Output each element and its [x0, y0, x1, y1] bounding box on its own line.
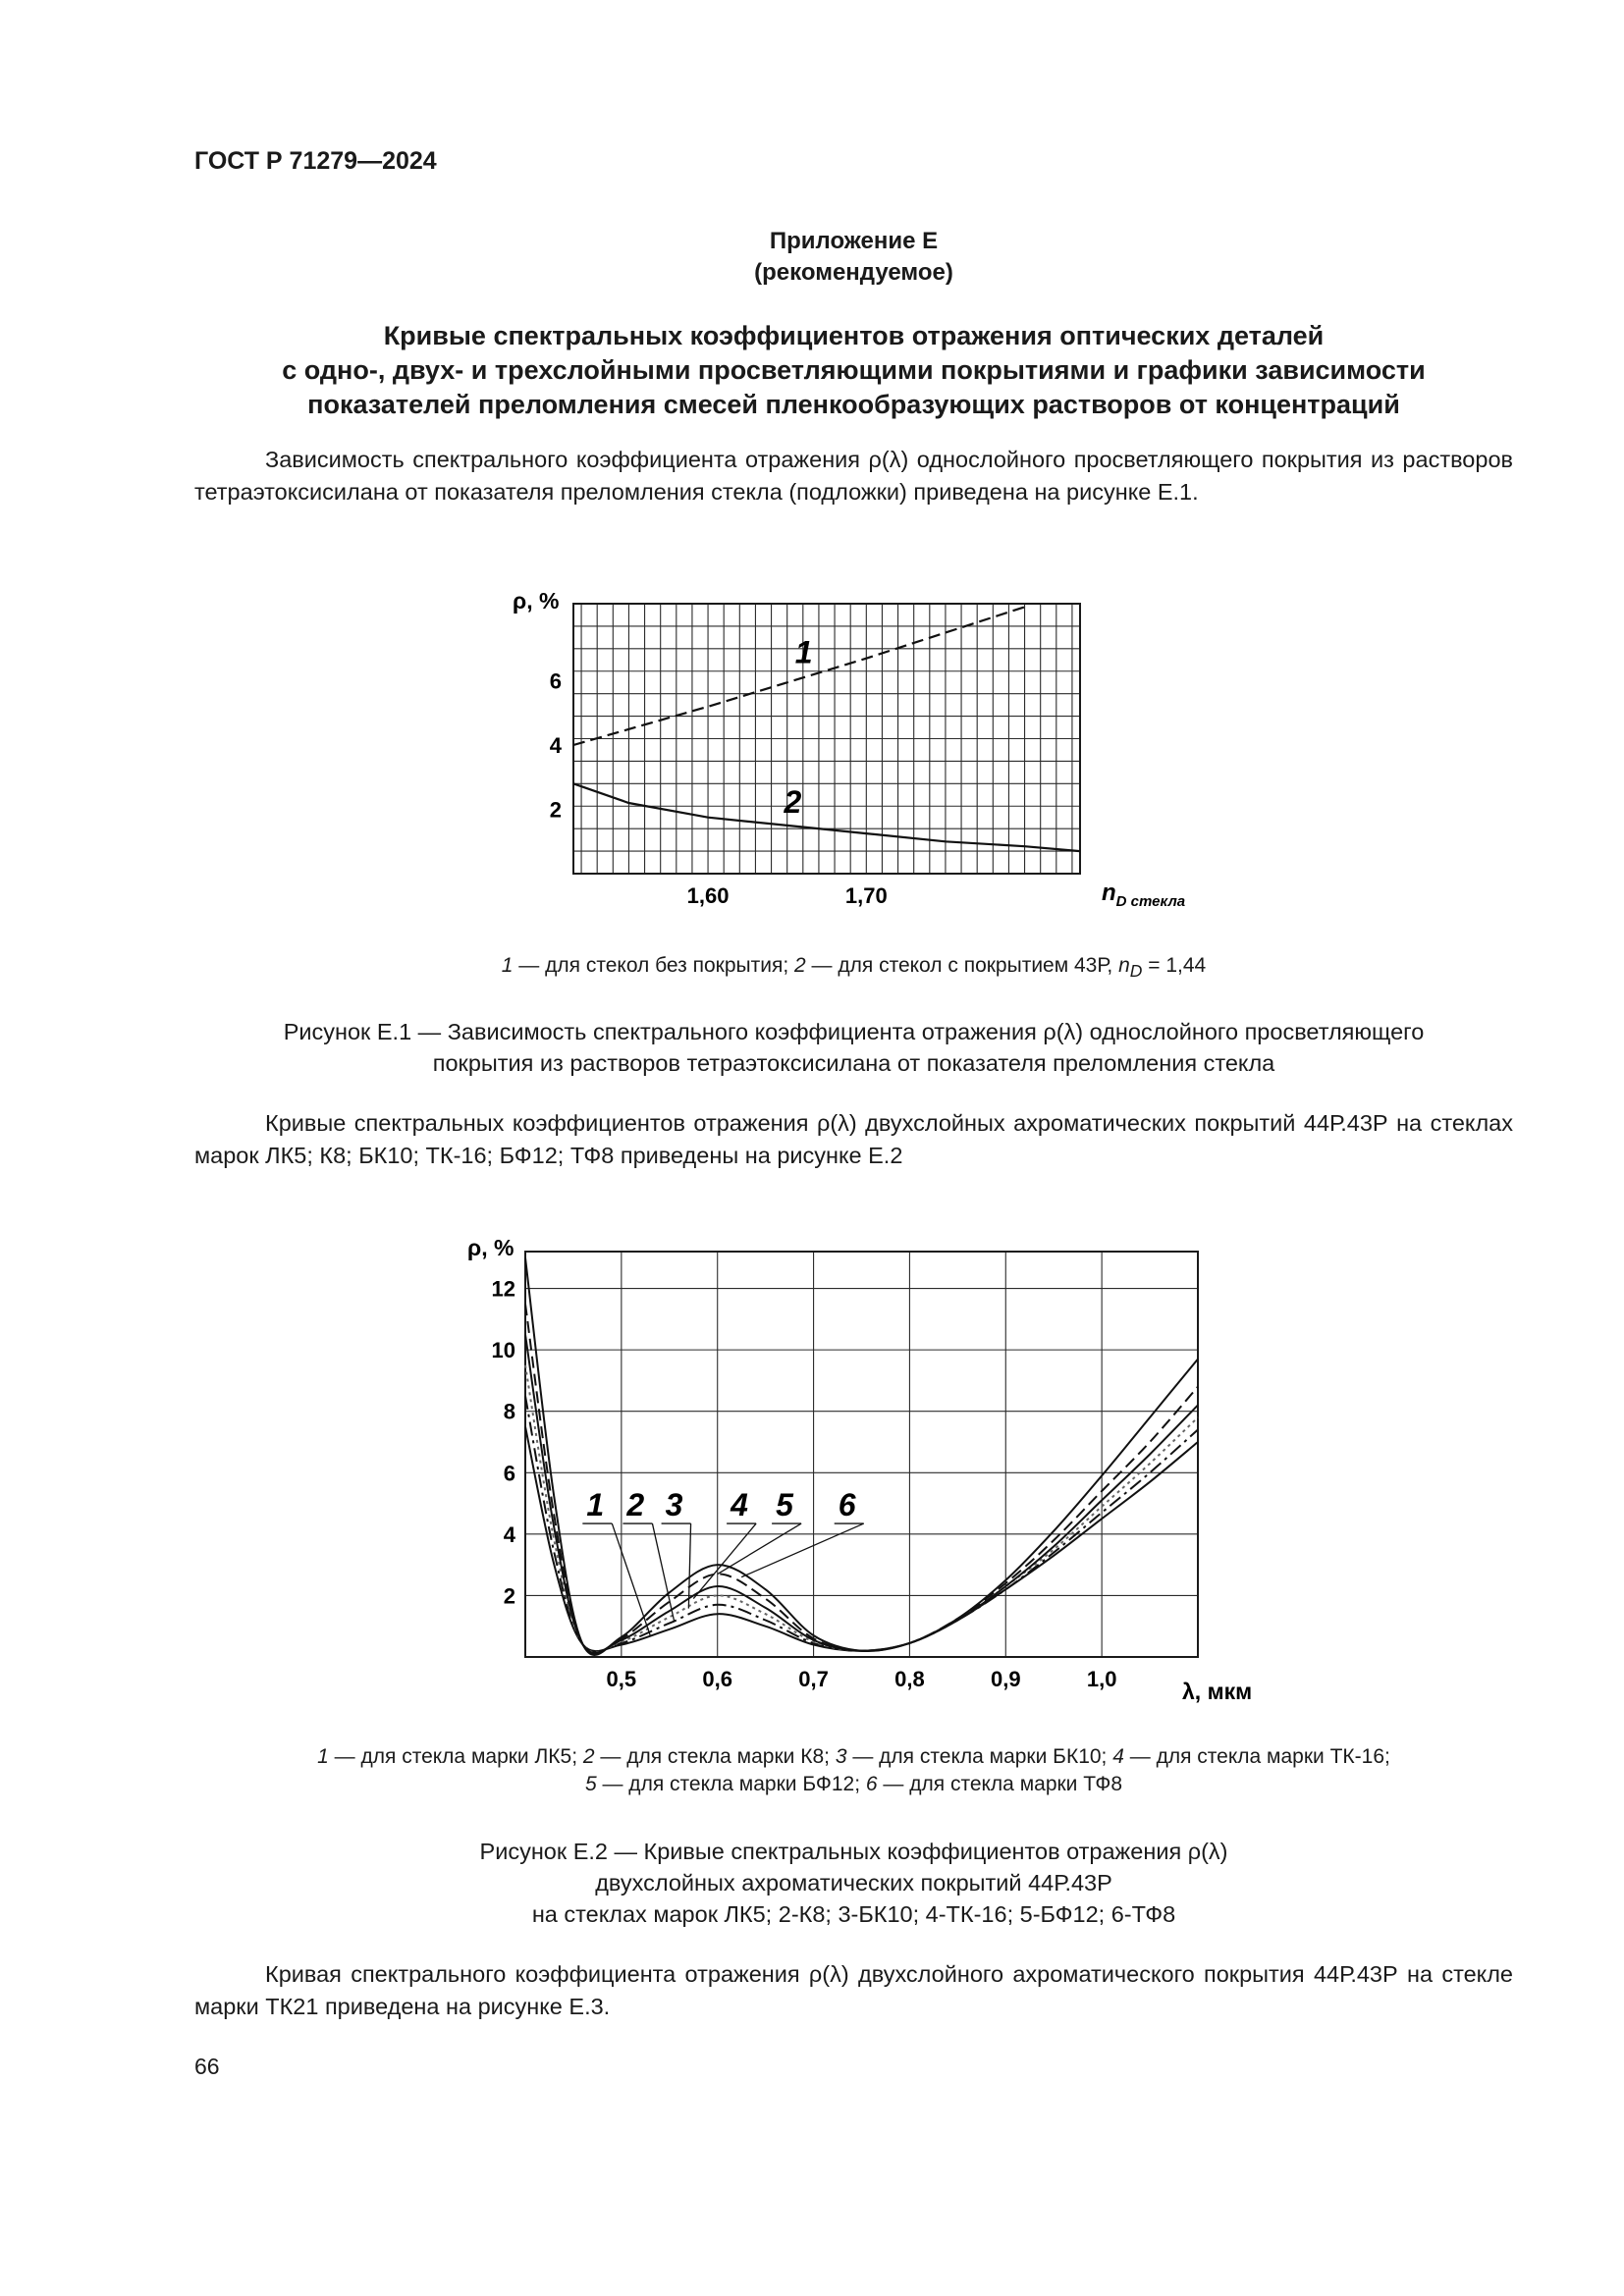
legend-nd: n [1118, 954, 1130, 977]
plot-frame [525, 1252, 1198, 1657]
curve-label-4: 4 [731, 1487, 748, 1523]
y-tick-label: 4 [549, 733, 562, 759]
heading-line-3: показателей преломления смесей пленкообразующих растворов от концентраций [307, 390, 1400, 419]
legend-num: 2 [582, 1745, 595, 1768]
legend-text: — для стекла марки БФ12; [596, 1773, 866, 1795]
curve-1 [573, 607, 1025, 745]
legend-num: 1 [317, 1745, 329, 1768]
section-heading [194, 319, 1513, 422]
y-tick-label: 10 [491, 1338, 515, 1363]
figure-e1-y-axis-label: ρ, % [513, 588, 560, 614]
legend-text: — для стекла марки ТФ8 [877, 1773, 1123, 1795]
y-tick-label: 2 [549, 797, 562, 823]
figure-e2-caption [194, 1836, 1513, 1930]
curve-1 [525, 1426, 1198, 1651]
figure-e2-caption-line-2: двухслойных ахроматических покрытий 44Р.43Р [595, 1870, 1112, 1896]
curve-label-5: 5 [776, 1487, 793, 1523]
figure-e2-chart [432, 1222, 1276, 1713]
x-tick-label: 1,0 [1086, 1667, 1117, 1691]
figure-e1-caption-line-2: покрытия из растворов тетраэтоксисилана от показателя преломления стекла [432, 1050, 1275, 1076]
legend-num-1: 1 [501, 954, 514, 977]
figure-e2-caption-line-1: Рисунок Е.2 — Кривые спектральных коэффициентов отражения ρ(λ) [479, 1839, 1228, 1864]
figure-e1-x-axis-label: $n_{D стекла}$ [1102, 880, 1186, 910]
x-tick-label: 0,5 [606, 1667, 637, 1691]
figure-e2-caption-line-3: на стеклах марок ЛК5; 2-К8; 3-БК10; 4-ТК-16; 5-БФ12; 6-ТФ8 [531, 1901, 1176, 1927]
curve-label-6: 6 [838, 1487, 856, 1523]
figure-e1-curve-label-2: 2 [784, 783, 802, 820]
figure-e1-caption [194, 1016, 1513, 1079]
x-tick-label: 0,7 [798, 1667, 829, 1691]
legend-text-1: — для стекол без покрытия; [513, 954, 794, 977]
curve-label-2: 2 [626, 1487, 645, 1523]
legend-text: — для стекла марки К8; [594, 1745, 836, 1768]
legend-num-2: 2 [794, 954, 806, 977]
figure-e2-legend-line-2 [194, 1771, 1513, 1798]
leader-line [612, 1523, 650, 1635]
figure-e1-ticks [550, 669, 888, 908]
y-tick-label: 4 [503, 1522, 515, 1547]
legend-nd-sub: D [1129, 961, 1143, 982]
legend-text: — для стекла марки ТК-16; [1123, 1745, 1390, 1768]
paragraph-3: Кривая спектрального коэффициента отражения ρ(λ) двухслойного ахроматического покрытия 44Р.43Р на стекле марки ТК21 приведена на рисунке Е.3. [194, 1961, 1513, 2019]
curve-label-3: 3 [665, 1487, 683, 1523]
curve-label-1: 1 [586, 1487, 605, 1523]
legend-text-3: = 1,44 [1142, 954, 1207, 977]
y-tick-label: 12 [491, 1276, 515, 1302]
leader-line [718, 1523, 801, 1574]
x-tick-label: 0,9 [990, 1667, 1021, 1691]
legend-text-2: — для стекол с покрытием 43Р, [805, 954, 1119, 977]
standard-number: ГОСТ Р 71279—2024 [194, 147, 437, 175]
x-tick-label: 1,70 [844, 883, 888, 908]
appendix-block [194, 226, 1513, 289]
y-tick-label: 2 [503, 1583, 515, 1609]
y-tick-label: 6 [549, 668, 562, 694]
y-tick-label: 8 [503, 1399, 515, 1424]
curve-2 [573, 783, 1080, 851]
figure-e2-y-axis-label: ρ, % [467, 1235, 514, 1260]
figure-e1-chart [491, 579, 1257, 923]
heading-line-2: с одно-, двух- и трехслойными просветляющими покрытиями и графики зависимости [282, 355, 1426, 385]
legend-num: 4 [1112, 1745, 1124, 1768]
paragraph-1: Зависимость спектрального коэффициента отражения ρ(λ) однослойного просветляющего покрытия из растворов тетраэтоксисилана от показателя преломления стекла (подложки) приведена на рисунке Е.1. [194, 447, 1513, 505]
heading-line-1: Кривые спектральных коэффициентов отражения оптических деталей [383, 321, 1325, 350]
figure-e2-x-axis-label: λ, мкм [1182, 1679, 1253, 1704]
leader-line [741, 1523, 864, 1577]
curve-5 [525, 1304, 1198, 1654]
figure-e1-series [573, 607, 1080, 851]
figure-e2-legend-line-1 [194, 1743, 1513, 1771]
x-tick-label: 0,6 [702, 1667, 733, 1691]
legend-num: 6 [865, 1773, 878, 1795]
figure-e2-legend [194, 1743, 1513, 1798]
y-tick-label: 6 [503, 1461, 515, 1486]
legend-text: — для стекла марки БК10; [846, 1745, 1113, 1768]
paragraph-2: Кривые спектральных коэффициентов отражения ρ(λ) двухслойных ахроматических покрытий 44Р.43Р на стеклах марок ЛК5; К8; БК10; ТК-16; БФ12; ТФ8 приведены на рисунке Е.2 [194, 1110, 1513, 1168]
appendix-status: (рекомендуемое) [754, 259, 953, 286]
page-number: 66 [194, 2054, 220, 2079]
legend-text: — для стекла марки ЛК5; [328, 1745, 583, 1768]
figure-e1-grid [573, 604, 1080, 874]
x-tick-label: 0,8 [894, 1667, 925, 1691]
figure-e2-grid [525, 1252, 1198, 1657]
appendix-title: Приложение Е [769, 228, 939, 254]
figure-e1-caption-line-1: Рисунок Е.1 — Зависимость спектрального коэффициента отражения ρ(λ) однослойного просветляющего [283, 1019, 1425, 1044]
legend-num: 3 [835, 1745, 847, 1768]
figure-e1-curve-label-1: 1 [794, 634, 813, 670]
figure-e1-legend [194, 952, 1513, 985]
legend-num: 5 [584, 1773, 597, 1795]
x-tick-label: 1,60 [686, 883, 730, 908]
